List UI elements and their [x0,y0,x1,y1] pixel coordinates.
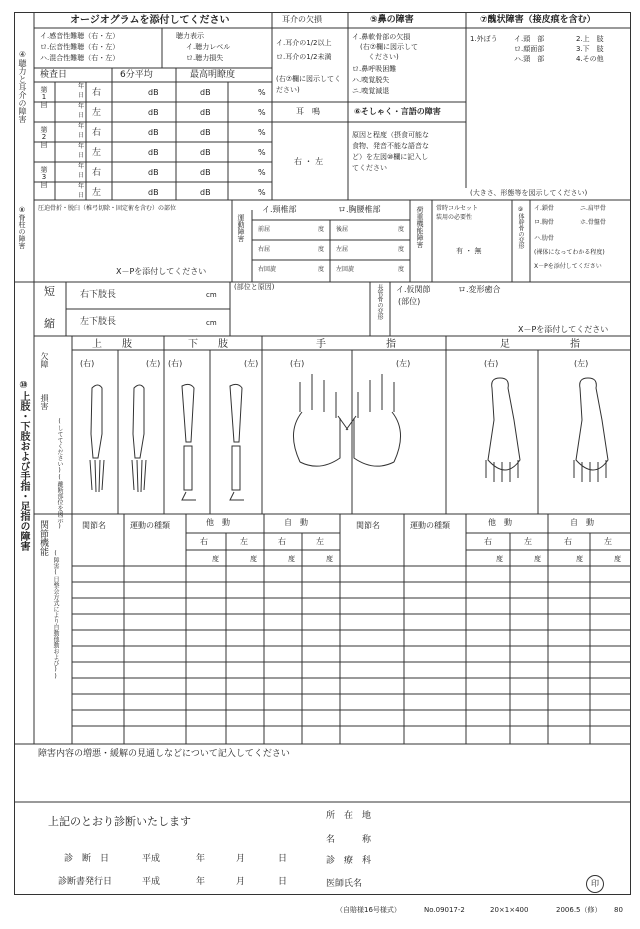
spine-deg-4: 度 [398,246,405,253]
lower-limb-header: 下 肢 [188,339,228,350]
department-label: 診 療 科 [326,856,372,866]
active-header-2: 自 動 [570,518,594,527]
diag-year: 年 [196,854,206,864]
ear-defect-title: 耳介の欠損 [282,15,322,24]
hearing-side-3: 右 [92,128,102,138]
active-header-1: 自 動 [284,518,308,527]
deg-1c: 度 [288,555,295,563]
upper-right: (右) [80,359,95,368]
hand-right: (右) [290,359,305,368]
hearing-side-4: 左 [92,148,102,158]
hearing-type-2: ロ.伝音性難聴（右・左） [40,43,120,51]
audiogram-title: オージオグラムを添付してください [70,15,230,26]
round-1-label: 第1回 [40,86,48,108]
passive-left-1: 左 [240,537,248,546]
hearing-side-6: 左 [92,188,102,198]
hearing-avg-db-1: dB [148,88,159,97]
nose-item-1: イ.鼻軟骨部の欠損 [352,33,411,41]
upper-limb-header: 上 肢 [92,339,132,350]
seal-mark: 印 [586,875,604,893]
doctor-name-label: 医師氏名 [326,879,363,889]
right-leg-length-label: 右下肢長 [80,290,117,300]
foot-right: (右) [484,359,499,368]
lower-left: (左) [244,359,259,368]
hearing-day-5: 日 [78,172,85,179]
nose-item-5: ハ.嗅覚脱失 [352,76,390,84]
diag-day: 日 [278,854,288,864]
pseudo-joint-label: イ.仮関節 [396,285,431,294]
spine-deg-1: 度 [318,226,325,233]
lower-right: (右) [168,359,183,368]
hearing-pct-3: % [258,128,266,137]
shrink-label: 縮 [44,317,55,330]
spine-deg-6: 度 [398,266,405,273]
hearing-pct-2: % [258,108,266,117]
joint-name-header-2: 関節名 [356,521,380,530]
active-left-2: 左 [604,537,612,546]
hearing-max-db-4: dB [200,148,211,157]
section9-side-label: ⑨体幹骨の変形 [517,206,524,249]
motion-type-header-1: 運動の種類 [130,521,170,530]
hearing-pct-6: % [258,188,266,197]
issue-year: 年 [196,877,206,887]
passive-right-2: 右 [484,537,492,546]
section4-side-label: ④聴力と耳介の障害 [18,50,27,123]
disfig-col2-2: 3.下 肢 [576,45,604,53]
chewing-text-2: 食物、発音不能な語音な [352,142,429,150]
thoracolumbar-label: ロ.胸腰椎部 [338,205,381,214]
hand-fingers-header: 手 指 [316,339,396,350]
left-leg-cm: cm [206,319,217,327]
trunk-item-4: ホ.骨盤骨 [580,219,606,226]
limb-diagrams [90,374,608,500]
spine-deg-3: 度 [318,246,325,253]
cervical-label: イ.頸椎部 [262,205,297,214]
spine-rturn: 右回旋 [258,266,277,273]
disfig-col1-1: 1.外ぼう [470,35,498,43]
display-item-2: ロ.聴力損失 [186,54,224,62]
hearing-day-3: 日 [78,132,85,139]
deg-2b: 度 [534,555,541,563]
nose-item-3: ください) [368,53,399,61]
foot-left: (左) [574,359,589,368]
right-leg-cm: cm [206,291,217,299]
col-max-clarity: 最高明瞭度 [190,70,236,80]
section8-xp-note: X－Pを添付してください [116,267,207,276]
active-left-1: 左 [316,537,324,546]
section8-side-label: ⑧脊柱の障害 [18,206,26,249]
revision-date: 2006.5（修） [556,906,602,914]
upper-left: (左) [146,359,161,368]
display-title: 聴力表示 [176,32,204,40]
round-2-label: 第2回 [40,126,48,148]
foot-toes-header: 足 指 [500,339,580,350]
round-3-label: 第3回 [40,166,48,188]
hearing-side-1: 右 [92,88,102,98]
trunk-item-5: ハ.肋骨 [534,235,554,242]
nose-item-4: ロ.鼻呼吸困難 [352,65,397,73]
issue-day: 日 [278,877,288,887]
deg-2c: 度 [576,555,583,563]
hearing-avg-db-5: dB [148,168,159,177]
spine-back: 後屈 [336,226,349,233]
disfig-col1-2: イ.頭 部 [514,35,545,43]
part-label: (部位) [398,297,421,306]
diagnosis-statement: 上記のとおり診断いたします [48,815,191,828]
hearing-max-db-2: dB [200,108,211,117]
left-leg-length-label: 左下肢長 [80,317,117,327]
nose-title: ⑤鼻の障害 [370,15,414,25]
hearing-avg-db-2: dB [148,108,159,117]
chewing-text-1: 原因と程度（摂食可能な [352,131,429,139]
form-number: （自賠様16号様式） [336,906,401,914]
hearing-year-5: 年 [78,163,85,170]
passive-right-1: 右 [200,537,208,546]
hearing-side-5: 右 [92,168,102,178]
hearing-avg-db-3: dB [148,128,159,137]
ear-note: (右⑦欄に図示してください) [276,75,342,94]
malunion-label: ロ.変形癒合 [458,285,501,294]
hearing-pct-4: % [258,148,266,157]
name-label: 名 称 [326,835,372,845]
deg-1d: 度 [326,555,333,563]
issue-date-label: 診断書発行日 [58,877,113,887]
long-bone-deform-label: 長管骨の変形 [376,284,383,320]
address-label: 所 在 地 [326,811,372,821]
hearing-year-6: 年 [78,183,85,190]
hearing-max-db-5: dB [200,168,211,177]
corset-yes-no: 有 ・ 無 [456,247,482,255]
hearing-pct-5: % [258,168,266,177]
deg-1a: 度 [212,555,219,563]
page-number: 80 [614,906,623,914]
hearing-type-3: ハ.混合性難聴（右・左） [40,54,120,62]
hearing-year-1: 年 [78,83,85,90]
spine-rrot: 右屈 [258,246,271,253]
trunk-note: (裸体になってわかる程度) [534,249,605,256]
hearing-day-4: 日 [78,152,85,159]
trunk-item-1: イ.鎖骨 [534,205,554,212]
hearing-day-1: 日 [78,92,85,99]
col-6-average: 6分平均 [120,70,153,80]
section10-xp-note: X－Pを添付してください [518,325,609,334]
nose-item-6: ニ.嗅覚減退 [352,87,390,95]
chewing-title: ⑥そしゃく・言語の障害 [354,107,441,116]
load-function-label: 荷重機能障害 [416,206,424,248]
hearing-type-1: イ.感音性難聴（右・左） [40,32,120,40]
hearing-day-2: 日 [78,112,85,119]
issue-month: 月 [236,877,246,887]
trunk-xp: X－Pを添付してください [534,263,602,270]
spine-deg-5: 度 [318,266,325,273]
hearing-avg-db-6: dB [148,188,159,197]
display-item-1: イ.聴力レベル [186,43,231,51]
passive-header-2: 他 動 [488,518,512,527]
disfig-col1-3: ロ.顔面部 [514,45,545,53]
joint-note: (障害(日整会方式により自動他動および)) [52,550,59,680]
spine-lrot: 左屈 [336,246,349,253]
deg-2d: 度 [614,555,621,563]
nose-item-2: (右⑦欄に図示して [360,43,419,51]
disfig-note: (大きさ、形態等を図示してください) [470,189,588,197]
hearing-year-4: 年 [78,143,85,150]
ear-item-1: イ.耳介の1/2以上 [276,39,332,47]
tinnitus-right-left: 右 ・ 左 [294,157,324,166]
tinnitus-label: 耳 鳴 [296,107,320,116]
diagnosis-date-label: 診 断 日 [64,854,110,864]
hearing-day-6: 日 [78,192,85,199]
chewing-text-4: てください [352,164,387,172]
disfigurement-title: ⑦醜状障害（接皮痕を含む） [480,15,596,25]
trunk-item-2: ニ.肩甲骨 [580,205,606,212]
deg-2a: 度 [496,555,503,563]
hearing-avg-db-4: dB [148,148,159,157]
hearing-year-3: 年 [78,123,85,130]
hearing-pct-1: % [258,88,266,97]
hearing-max-db-3: dB [200,128,211,137]
disfig-col2-1: 2.上 肢 [576,35,604,43]
spine-front: 前屈 [258,226,271,233]
spine-lturn: 左回旋 [336,266,355,273]
diag-era: 平成 [142,854,161,864]
progress-prompt: 障害内容の増悪・緩解の見通しなどについて記入してください [38,749,290,759]
catalog-number: No.09017-2 [424,906,465,914]
diag-month: 月 [236,854,246,864]
col-exam-date: 検査日 [40,70,68,80]
paper-size: 20×1×400 [490,906,529,914]
passive-header-1: 他 動 [206,518,230,527]
joint-function-label: 関節機能 [38,520,48,556]
section10-side-label: ⑩上肢・下肢および手指・足指の障害 [18,380,29,551]
motion-type-header-2: 運動の種類 [410,521,450,530]
corset-line-2: 装用の必要性 [436,214,473,221]
hearing-max-db-6: dB [200,188,211,197]
hand-left: (左) [396,359,411,368]
hearing-max-db-1: dB [200,88,211,97]
motion-disorder-label: 運動障害 [237,214,245,242]
corset-line-1: 常時コルセット [436,205,479,212]
issue-era: 平成 [142,877,161,887]
trunk-item-3: ロ.胸骨 [534,219,554,226]
chewing-text-3: ど）を左図⑩欄に記入し [352,153,429,161]
hearing-side-2: 左 [92,108,102,118]
site-cause-label: (部位と原因) [234,283,275,291]
defect-label: 欠障 [40,352,49,368]
spine-deg-2: 度 [398,226,405,233]
active-right-1: 右 [278,537,286,546]
hearing-year-2: 年 [78,103,85,110]
disfig-col1-4: ハ.頸 部 [514,55,545,63]
deg-1b: 度 [250,555,257,563]
joint-name-header-1: 関節名 [82,521,106,530]
draw-note: (しててください)(離断部位を図示) [56,418,63,530]
active-right-2: 右 [564,537,572,546]
short-label: 短 [44,285,55,298]
ear-item-2: ロ.耳介の1/2未満 [276,53,332,61]
damage-label: 損害 [40,394,49,410]
disfig-col2-3: 4.その他 [576,55,604,63]
passive-left-2: 左 [524,537,532,546]
compression-fracture-label: 圧迫骨折・脱臼（椎弓切除・固定術を含む）の部位 [38,205,177,212]
